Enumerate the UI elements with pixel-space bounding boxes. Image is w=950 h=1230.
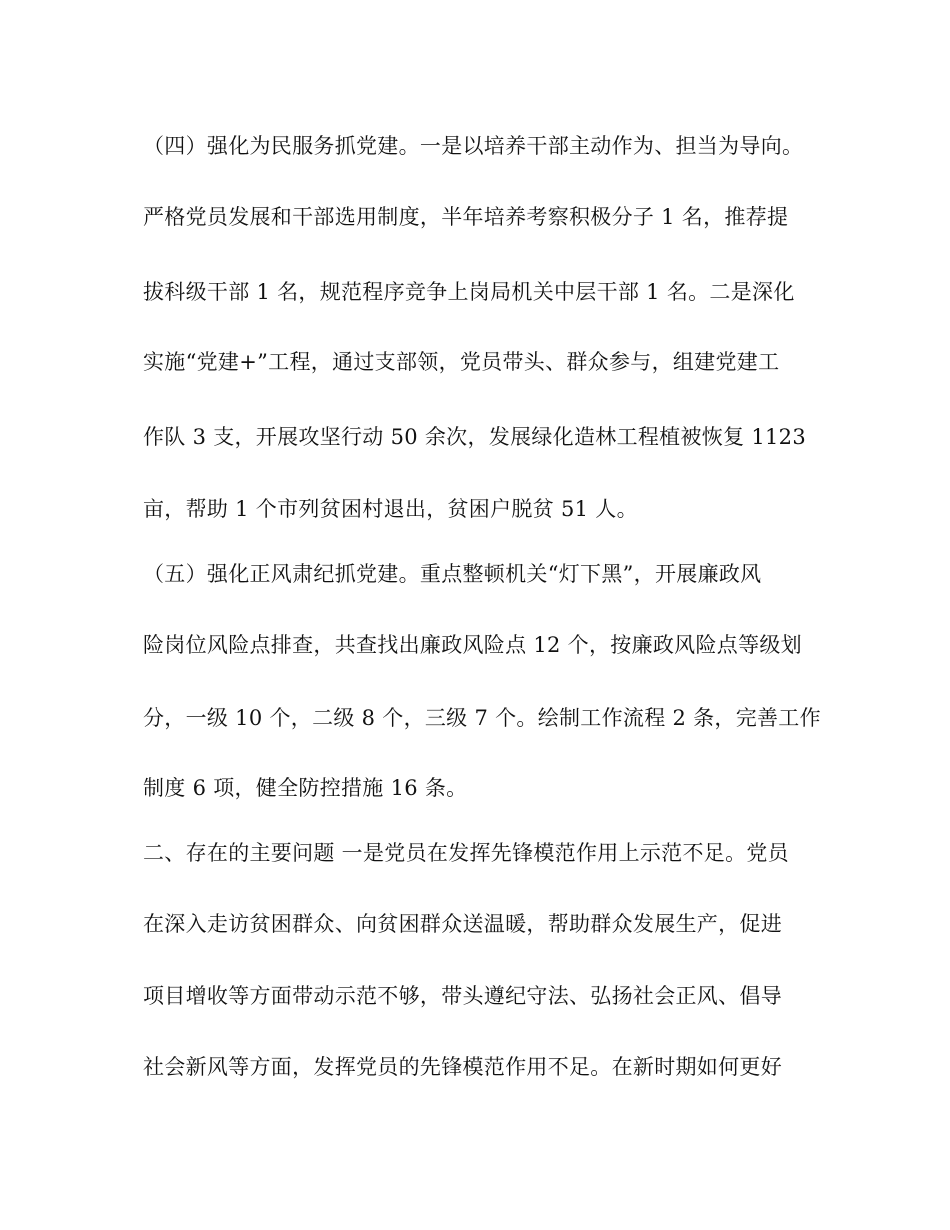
text-line: （五）强化正风肃纪抓党建。重点整顿机关“灯下黑”，开展廉政风 [143, 562, 762, 586]
text-line: 严格党员发展和干部选用制度，半年培养考察积极分子 1 名，推荐提 [143, 205, 789, 229]
text-line: 亩，帮助 1 个市列贫困村退出，贫困户脱贫 51 人。 [143, 497, 638, 521]
text-line: 二、存在的主要问题 一是党员在发挥先锋模范作用上示范不足。党员 [143, 841, 789, 865]
text-line: 在深入走访贫困群众、向贫困群众送温暖，帮助群众发展生产，促进 [143, 912, 782, 936]
text-line: 险岗位风险点排查，共查找出廉政风险点 12 个，按廉政风险点等级划 [143, 633, 802, 657]
text-line: （四）强化为民服务抓党建。一是以培养干部主动作为、担当为导向。 [143, 134, 804, 158]
text-line: 社会新风等方面，发挥党员的先锋模范作用不足。在新时期如何更好 [143, 1055, 782, 1079]
text-line: 制度 6 项，健全防控措施 16 条。 [143, 776, 468, 800]
text-line: 实施“党建+”工程，通过支部领，党员带头、群众参与，组建党建工 [143, 350, 780, 374]
text-line: 分，一级 10 个，二级 8 个，三级 7 个。绘制工作流程 2 条，完善工作 [143, 706, 821, 730]
text-line: 项目增收等方面带动示范不够，带头遵纪守法、弘扬社会正风、倡导 [143, 984, 782, 1008]
text-line: 作队 3 支，开展攻坚行动 50 余次，发展绿化造林工程植被恢复 1123 [143, 425, 806, 449]
text-line: 拔科级干部 1 名，规范程序竞争上岗局机关中层干部 1 名。二是深化 [143, 280, 795, 304]
